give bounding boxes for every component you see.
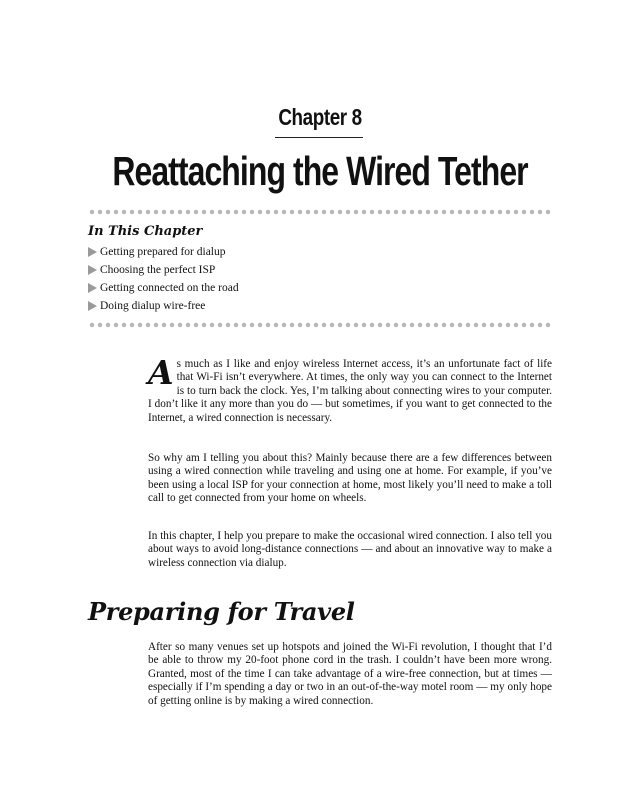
list-item: [88, 297, 239, 315]
drop-cap: A: [148, 353, 174, 392]
section-paragraph-1: [148, 641, 552, 708]
bullet-triangle-icon: [88, 247, 97, 257]
list-item: [88, 261, 239, 279]
list-item: [88, 243, 239, 261]
list-item-text: Choosing the perfect ISP: [100, 264, 216, 276]
intro-paragraph-3: [148, 530, 552, 570]
in-this-chapter-list: [88, 243, 239, 315]
list-item-text: Getting connected on the road: [100, 282, 239, 294]
chapter-rule: [275, 137, 363, 138]
section-paragraph-1-text: After so many venues set up hotspots and joined the Wi-Fi revolution, I thought that I’d be able to throw my 20-foot phone cord in the trash. I couldn’t have been more wrong. Granted, most of the time I can take advantage of a wire-free connection, but at times — especially if I’m spending a day or two in an out-of-the-way motel room — my only hope of getting online is by making a wired connection.: [148, 641, 552, 707]
intro-paragraph-1: [148, 353, 552, 425]
intro-paragraph-2: [148, 452, 552, 506]
list-item-text: Doing dialup wire-free: [100, 300, 206, 312]
section-heading: Preparing for Travel: [88, 597, 355, 626]
bullet-triangle-icon: [88, 301, 97, 311]
dotted-divider-bottom: [88, 322, 552, 328]
bullet-triangle-icon: [88, 265, 97, 275]
bullet-triangle-icon: [88, 283, 97, 293]
chapter-title: Reattaching the Wired Tether: [112, 148, 528, 194]
intro-paragraph-2-text: So why am I telling you about this? Mainly because there are a few differences between using a wired connection while traveling and using one at home. For example, if you’ve been using a local ISP for your connection at home, most likely you’ll need to make a toll call to get connected from your home on wheels.: [148, 452, 552, 505]
intro-paragraph-1-text: s much as I like and enjoy wireless Internet access, it’s an unfortunate fact of life that Wi-Fi isn’t everywhere. At times, the only way you can connect to the Internet is to turn back the clock. Yes, I’m talking about connecting wires to your computer. I don’t like it any more than you do — but sometimes, if you want to get connected to the Internet, a wired connection is necessary.: [148, 358, 552, 424]
list-item: [88, 279, 239, 297]
in-this-chapter-heading: In This Chapter: [88, 224, 203, 239]
dotted-divider-top: [88, 209, 552, 215]
list-item-text: Getting prepared for dialup: [100, 246, 226, 258]
chapter-label: Chapter 8: [278, 104, 362, 130]
intro-paragraph-3-text: In this chapter, I help you prepare to make the occasional wired connection. I also tell you about ways to avoid long-distance connections — and about an innovative way to make a wireless connection via dialup.: [148, 530, 552, 569]
